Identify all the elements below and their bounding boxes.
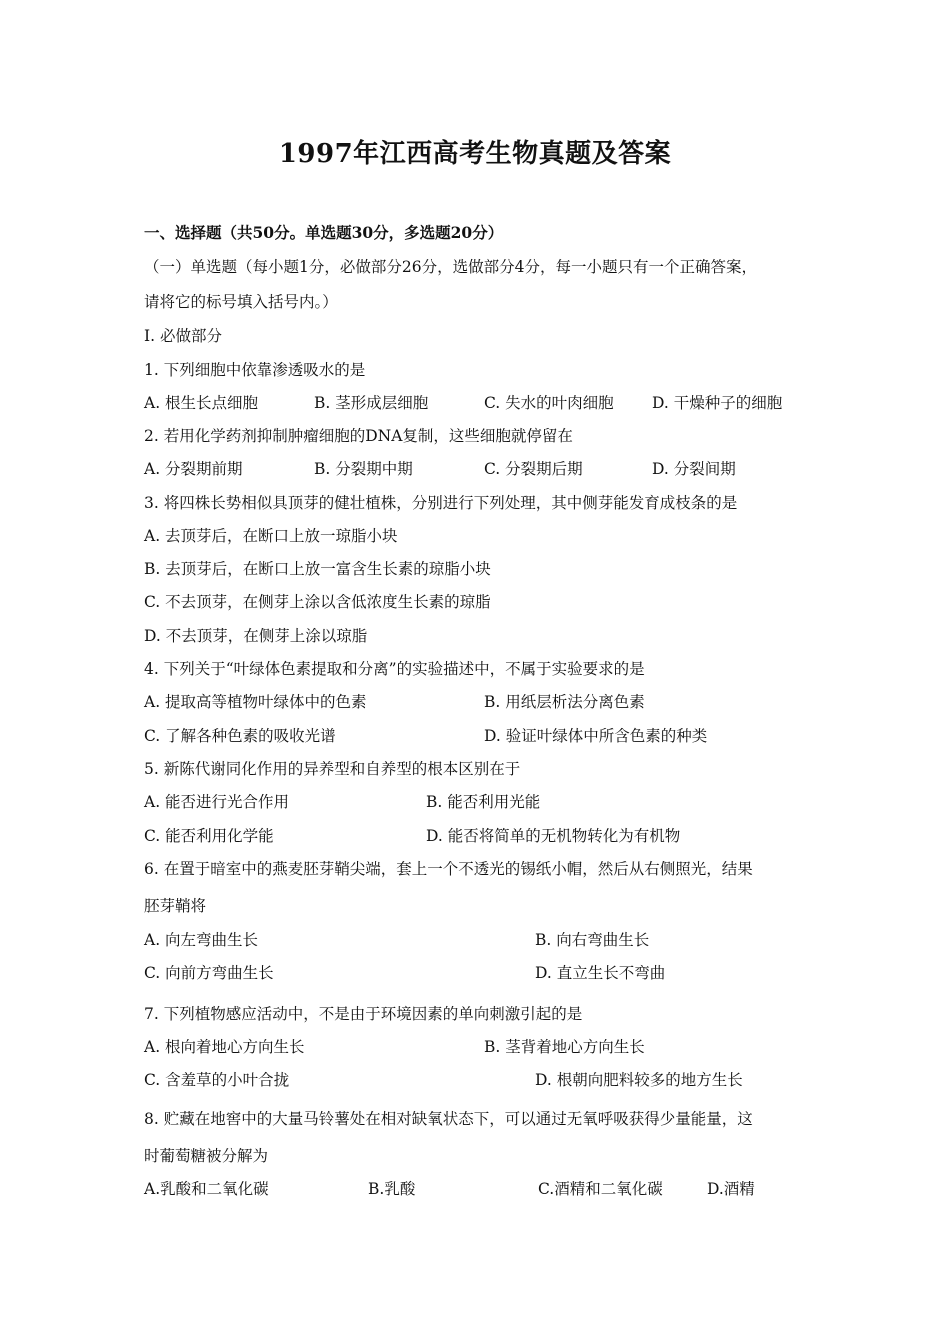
option-b: B. 用纸层析法分离色素 xyxy=(484,693,645,711)
option-b: B.乳酸 xyxy=(368,1180,416,1198)
option-a: A. 向左弯曲生长 xyxy=(144,931,259,949)
section-intro-cont: 请将它的标号填入括号内。） xyxy=(144,293,338,311)
option-c: C. 能否利用化学能 xyxy=(144,827,274,845)
part-label: I. 必做部分 xyxy=(144,327,222,345)
option-d: D. 直立生长不弯曲 xyxy=(535,964,666,982)
option-b: B. 分裂期中期 xyxy=(314,460,413,478)
option-c: C. 不去顶芽，在侧芽上涂以含低浓度生长素的琼脂 xyxy=(144,593,491,611)
option-c: C. 了解各种色素的吸收光谱 xyxy=(144,727,336,745)
question-stem-cont: 时葡萄糖被分解为 xyxy=(144,1147,269,1165)
page-title: 1997年江西高考生物真题及答案 xyxy=(278,139,672,169)
question-stem: 8. 贮藏在地窖中的大量马铃薯处在相对缺氧状态下，可以通过无氧呼吸获得少量能量，这 xyxy=(144,1110,753,1128)
option-b: B. 茎背着地心方向生长 xyxy=(484,1038,645,1056)
option-a: A. 根向着地心方向生长 xyxy=(144,1038,305,1056)
option-a: A. 去顶芽后，在断口上放一琼脂小块 xyxy=(144,527,398,545)
option-b: B. 能否利用光能 xyxy=(426,793,541,811)
option-b: B. 茎形成层细胞 xyxy=(314,394,429,412)
question-stem-cont: 胚芽鞘将 xyxy=(144,897,207,915)
question-stem: 3. 将四株长势相似具顶芽的健壮植株，分别进行下列处理，其中侧芽能发育成枝条的是 xyxy=(144,494,738,512)
question-stem: 7. 下列植物感应活动中，不是由于环境因素的单向刺激引起的是 xyxy=(144,1005,583,1023)
question-stem: 2. 若用化学药剂抑制肿瘤细胞的DNA复制，这些细胞就停留在 xyxy=(144,427,573,445)
option-a: A.乳酸和二氧化碳 xyxy=(144,1180,269,1198)
option-c: C.酒精和二氧化碳 xyxy=(538,1180,663,1198)
section-intro: （一）单选题（每小题1分，必做部分26分，选做部分4分，每一小题只有一个正确答案， xyxy=(144,258,757,276)
option-d: D. 根朝向肥料较多的地方生长 xyxy=(535,1071,743,1089)
option-d: D. 能否将简单的无机物转化为有机物 xyxy=(426,827,681,845)
option-a: A. 能否进行光合作用 xyxy=(144,793,290,811)
question-stem: 4. 下列关于“叶绿体色素提取和分离”的实验描述中，不属于实验要求的是 xyxy=(144,660,645,678)
question-stem: 6. 在置于暗室中的燕麦胚芽鞘尖端，套上一个不透光的锡纸小帽，然后从右侧照光，结果 xyxy=(144,860,753,878)
option-c: C. 含羞草的小叶合拢 xyxy=(144,1071,290,1089)
option-a: A. 提取高等植物叶绿体中的色素 xyxy=(144,693,367,711)
option-a: A. 分裂期前期 xyxy=(144,460,243,478)
option-c: C. 失水的叶肉细胞 xyxy=(484,394,614,412)
option-c: C. 分裂期后期 xyxy=(484,460,583,478)
question-stem: 1. 下列细胞中依靠渗透吸水的是 xyxy=(144,361,366,379)
option-d: D. 不去顶芽，在侧芽上涂以琼脂 xyxy=(144,627,368,645)
option-d: D. 分裂间期 xyxy=(652,460,736,478)
option-d: D. 干燥种子的细胞 xyxy=(652,394,783,412)
option-a: A. 根生长点细胞 xyxy=(144,394,259,412)
section-heading: 一、选择题（共50分。单选题30分，多选题20分） xyxy=(144,223,504,242)
option-d: D.酒精 xyxy=(707,1180,755,1198)
option-b: B. 向右弯曲生长 xyxy=(535,931,650,949)
option-c: C. 向前方弯曲生长 xyxy=(144,964,274,982)
option-d: D. 验证叶绿体中所含色素的种类 xyxy=(484,727,708,745)
question-stem: 5. 新陈代谢同化作用的异养型和自养型的根本区别在于 xyxy=(144,760,521,778)
option-b: B. 去顶芽后，在断口上放一富含生长素的琼脂小块 xyxy=(144,560,491,578)
